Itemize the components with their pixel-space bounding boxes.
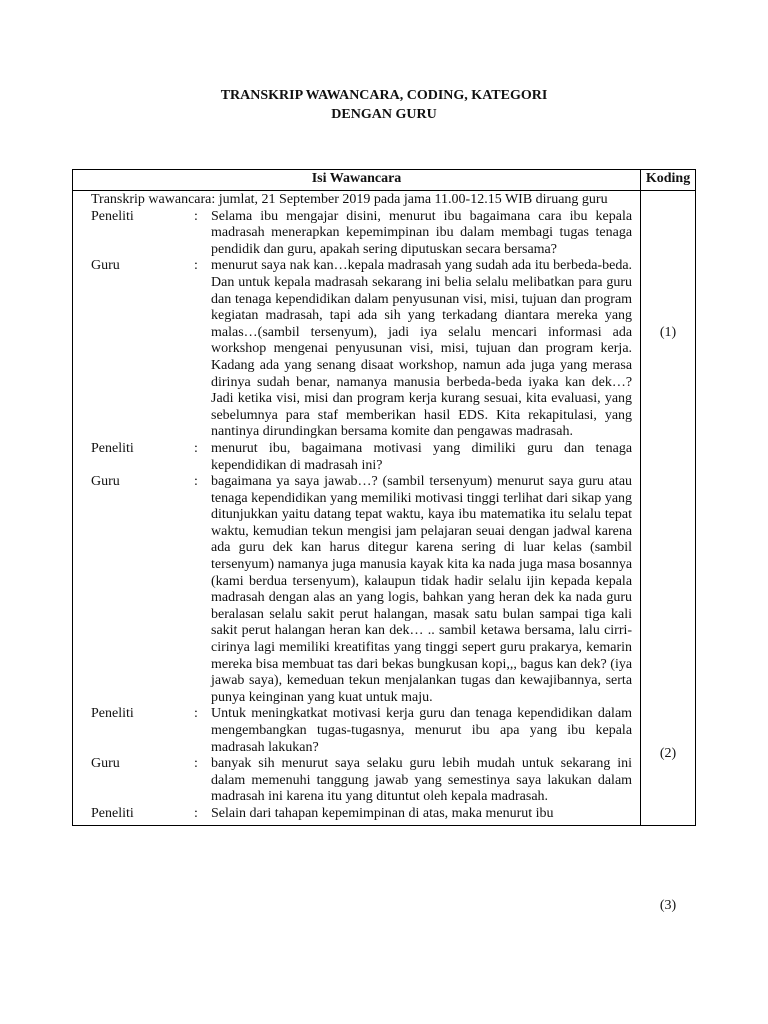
- transcript-intro: Transkrip wawancara: jumlat, 21 September 2019 pada jama 11.00-12.15 WIB diruang guru: [91, 192, 608, 207]
- interview-content-cell: [73, 191, 641, 826]
- dialogue-text: banyak sih menurut saya selaku guru lebih mudah untuk sekarang ini dalam memenuhi tanggung jawab yang semestinya saya lakukan dalam madrasah ini karena itu yang dituntut oleh kepala madrasah.: [211, 756, 633, 805]
- dialogue-text: menurut ibu, bagaimana motivasi yang dimiliki guru dan tenaga kependidikan di madrasah ini?: [211, 440, 633, 473]
- table-row: [73, 191, 696, 826]
- coding-cell: [641, 191, 696, 913]
- code-label: (2): [659, 746, 677, 761]
- dialogue-entry: [91, 756, 632, 806]
- dialogue-text: bagaimana ya saya jawab…? (sambil tersenyum) menurut saya guru atau tenaga kependidikan yang memiliki motivasi tinggi terlihat dari sikap yang ditunjukkan yaitu datang tepat waktu, kaya ibu matematika itu selalu tepat waktu, kemudian tekun mengisi jam pelajaran seuai dengan jadwal karena ada guru dek kan harus ditegur karena sering di luar kelas (sambil tersenyum) namanya juga manusia kayak kita ka nada juga masa bosannya (kami berdua tersenyum), kalaupun tidak hadir selalu ijin kepada kepala madrasah dengan alas an yang logis, bahkan yang heran dek ka nada guru beralasan selalu sakit perut halangan, masak satu bulan sampai tiga kali sakit perut halangan heran kan dek… .. sambil ketawa bersama, lalu cirri-cirinya lagi memiliki kreatifitas yang tinggi sepert guru prakarya, kemarin mereka bisa membuat tas dari bekas bungkusan kopi,,, bagus kan dek? (iya jawab saya), kemeduan tekun menjalankan tugas dan kewajibannya, serta punya keinginan yang kuat untuk maju.: [211, 474, 633, 705]
- document-subtitle: DENGAN GURU: [331, 107, 437, 122]
- speaker-label: Guru: [91, 474, 120, 490]
- header-koding: Koding: [641, 170, 696, 191]
- header-isi-wawancara: Isi Wawancara: [73, 170, 641, 191]
- colon-separator: :: [194, 805, 198, 821]
- table-header-row: [73, 170, 696, 191]
- dialogue-text: Selain dari tahapan kepemimpinan di atas, maka menurut ibu: [211, 805, 554, 821]
- speaker-label: Guru: [91, 756, 120, 772]
- colon-separator: :: [194, 208, 198, 224]
- dialogue-entry: [91, 474, 632, 706]
- speaker-label: Peneliti: [91, 208, 134, 224]
- colon-separator: :: [194, 258, 198, 274]
- speaker-label: Peneliti: [91, 706, 134, 722]
- colon-separator: :: [194, 706, 198, 722]
- colon-separator: :: [194, 756, 198, 772]
- interview-table: [72, 169, 696, 913]
- dialogue-entry: [91, 209, 632, 259]
- dialogue-text: Selama ibu mengajar disini, menurut ibu bagaimana cara ibu kepala madrasah menerapkan kepemimpinan ibu dalam membagi tugas tenaga pendidik dan guru, apakah sering diputuskan secara bersama?: [211, 208, 633, 257]
- dialogue-text: menurut saya nak kan…kepala madrasah yang sudah ada itu berbeda-beda. Dan untuk kepala madrasah sekarang ini belia selalu melibatkan para guru dan tenaga kependidikan dalam penyusunan visi, misi, tujuan dan program kegiatan madrasah, tapi ada sih yang terkadang diantara mereka yang malas…(sambil tersenyum), jadi iya selalu mencari informasi ada workshop mengenai penyusunan visi, misi, tujuan dan program kerja. Kadang ada yang senang disaat workshop, namun ada juga yang merasa dirinya sudah benar, namanya manusia berbeda-beda iyaka kan dek…? Jadi ketika visi, misi dan program kerja kurang sesuai, kita evaluasi, yang sebelumnya para staf memberikan hasil EDS. Kita rekapitulasi, yang nantinya dirundingkan bersama komite dan pengawas madrasah.: [211, 258, 633, 440]
- dialogue-entry: [91, 806, 632, 823]
- code-label: (3): [659, 898, 677, 913]
- document-title: TRANSKRIP WAWANCARA, CODING, KATEGORI: [220, 88, 548, 103]
- code-label: (1): [659, 325, 677, 340]
- colon-separator: :: [194, 474, 198, 490]
- speaker-label: Peneliti: [91, 440, 134, 456]
- dialogue-entry: [91, 706, 632, 756]
- speaker-label: Guru: [91, 258, 120, 274]
- colon-separator: :: [194, 440, 198, 456]
- dialogue-entry: [91, 258, 632, 441]
- dialogue-entry: [91, 441, 632, 474]
- speaker-label: Peneliti: [91, 805, 134, 821]
- dialogue-text: Untuk meningkatkat motivasi kerja guru dan tenaga kependidikan dalam mengembangkan tugas-tugasnya, menurut ibu apa yang ibu kepala madrasah lakukan?: [211, 706, 633, 755]
